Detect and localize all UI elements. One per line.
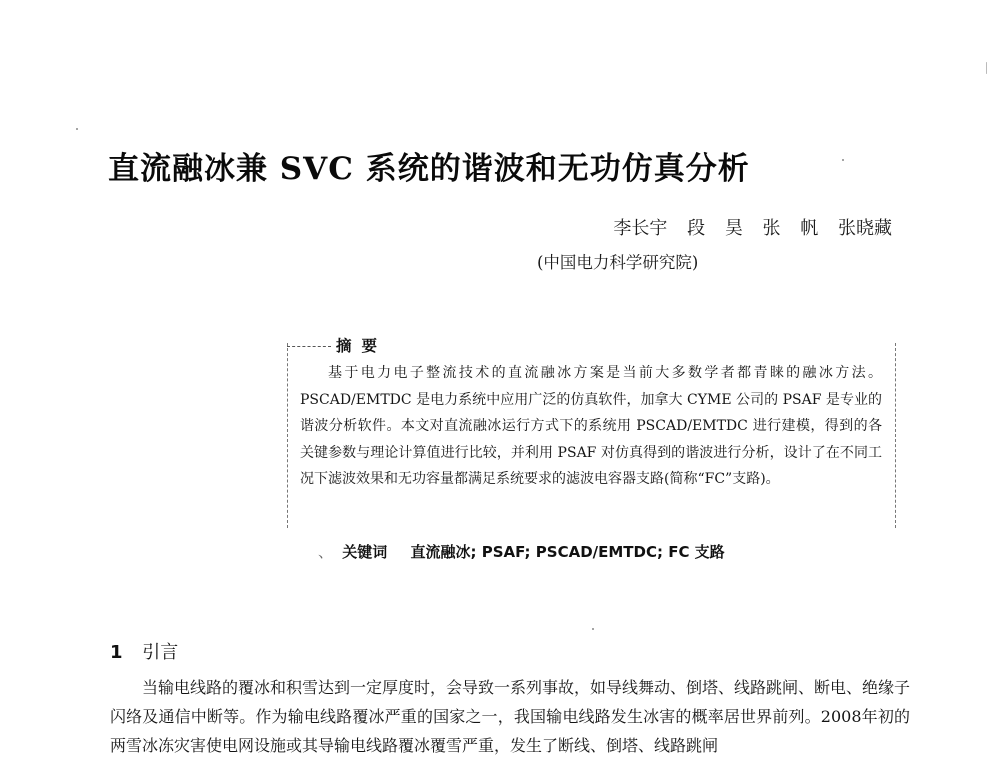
keywords-line bbox=[318, 541, 725, 562]
keywords-mark: 、 bbox=[318, 543, 334, 561]
section-1-title: 引言 bbox=[142, 642, 179, 663]
paper-title: 直流融冰兼 SVC 系统的谐波和无功仿真分析 bbox=[108, 151, 750, 187]
scan-speck bbox=[986, 62, 987, 74]
abstract-heading: 摘要 bbox=[336, 337, 388, 355]
section-1-body: 当输电线路的覆冰和积雪达到一定厚度时，会导致一系列事故，如导线舞动、倒塔、线路跳闸、断电、绝缘子闪络及通信中断等。作为输电线路覆冰严重的国家之一，我国输电线路发生冰害的概率居世界前列。2008年初的两雪冰冻灾害使电网设施或其导输电线路覆冰覆雪严重，发生了断线、倒塔、线路跳闸 bbox=[110, 678, 911, 755]
abstract-text: 基于电力电子整流技术的直流融冰方案是当前大多数学者都青睐的融冰方法。PSCAD/EMTDC 是电力系统中应用广泛的仿真软件，加拿大 CYME 公司的 PSAF 是专业的谐波分析软件。本文对直流融冰运行方式下的系统用 PSCAD/EMTDC 进行建模，得到的各关键参数与理论计算值进行比较，并利用 PSAF 对仿真得到的谐波进行分析，设计了在不同工况下滤波效果和无功容量都满足系统要求的滤波电容器支路(简称“FC”支路)。 bbox=[300, 365, 882, 487]
scan-speck bbox=[842, 159, 844, 161]
scan-speck bbox=[592, 628, 594, 630]
scan-speck bbox=[76, 128, 78, 130]
section-1-heading bbox=[110, 638, 178, 664]
abstract-rule-divider bbox=[287, 346, 331, 347]
paper-authors: 李长宇 段 昊 张 帆 张晓藏 bbox=[613, 218, 892, 239]
paper-affiliation: (中国电力科学研究院) bbox=[537, 253, 699, 272]
section-1-number: 1 bbox=[110, 642, 123, 663]
keywords-value: 直流融冰; PSAF; PSCAD/EMTDC; FC 支路 bbox=[410, 543, 725, 561]
keywords-label: 关键词 bbox=[342, 543, 388, 561]
